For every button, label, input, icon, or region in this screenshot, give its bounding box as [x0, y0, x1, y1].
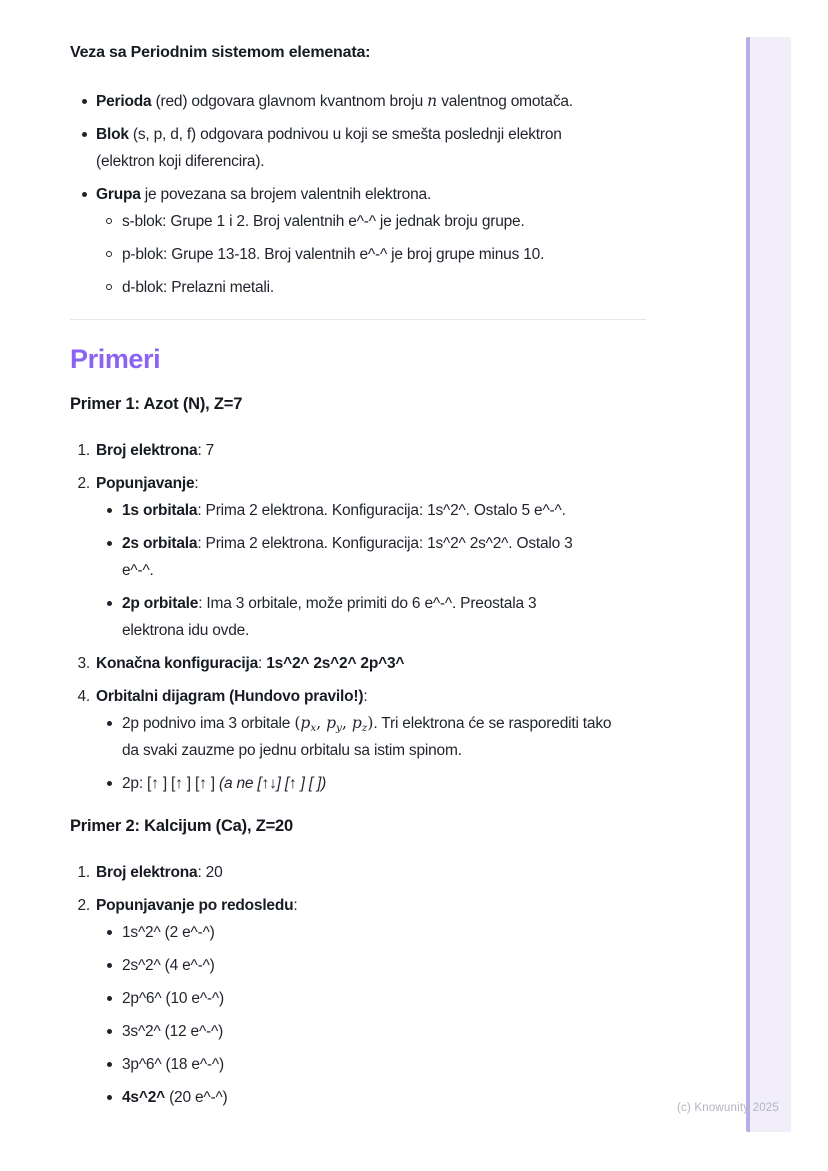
text-run: 4s^2^: [122, 1089, 165, 1106]
sub-list-item: [96, 770, 646, 797]
text-run: (a ne [↑↓] [↑ ] [ ]): [218, 775, 327, 792]
ordered-item: [70, 470, 646, 644]
text-run: 1s orbitala: [122, 502, 198, 519]
sub-list: [96, 208, 646, 301]
text-run: 2s orbitala: [122, 535, 198, 552]
sub-list-item: [96, 1084, 646, 1111]
text-run: $p_z$: [351, 714, 368, 734]
sub-list-item: [96, 1051, 646, 1078]
ordered-item: [70, 892, 646, 1111]
text-run: Primer 1: Azot (N), Z=7: [70, 395, 243, 413]
text-run: (s, p, d, f) odgovara podnivou u koji se smešta poslednji elektron: [128, 126, 562, 143]
sub-list: [96, 919, 646, 1111]
text-run: ,: [341, 714, 352, 732]
text-run: Broj elektrona: [96, 864, 198, 881]
footer-copyright: (c) Knowunity 2025: [676, 1102, 779, 1114]
ordered-item: [70, 683, 646, 797]
example-1-heading: [70, 393, 646, 415]
example-2-heading: [70, 815, 646, 837]
list-item: [70, 88, 646, 115]
text-run: Primer 2: Kalcijum (Ca), Z=20: [70, 817, 293, 835]
text-run: valentnog omotača.: [437, 93, 573, 110]
text-run: Konačna konfiguracija: [96, 655, 259, 672]
sub-list-item: [96, 497, 646, 524]
text-run: 2p: [↑ ] [↑ ] [↑ ]: [122, 775, 219, 792]
ordered-item: [70, 859, 646, 886]
ordered-item: [70, 437, 646, 464]
intro-heading: [70, 42, 646, 63]
list-item: [70, 181, 646, 301]
text-run: Popunjavanje: [96, 475, 195, 492]
sub-list-item: [96, 530, 646, 584]
periodic-links-list: [70, 88, 646, 301]
text-run: (elektron koji diferencira).: [96, 153, 265, 170]
text-run: . Tri elektrona će se rasporediti tako: [373, 715, 612, 732]
text-run: : Ima 3 orbitale, može primiti do 6 e^-^. Preostala 3: [198, 595, 537, 612]
text-run: 2p^6^ (10 e^-^): [122, 990, 224, 1007]
text-run: :: [293, 897, 298, 914]
sub-list-item: [96, 919, 646, 946]
page-edge-strip: [746, 37, 791, 1132]
sub-list-item: [96, 274, 646, 301]
text-run: da svaki zauzme po jednu orbitalu sa istim spinom.: [122, 742, 462, 759]
text-run: elektrona idu ovde.: [122, 622, 250, 639]
text-run: d-blok: Prelazni metali.: [122, 279, 274, 296]
text-run: e^-^.: [122, 562, 154, 579]
text-run: Grupa: [96, 186, 141, 203]
text-run: 1s^2^ 2s^2^ 2p^3^: [266, 655, 405, 672]
sub-list-item: [96, 952, 646, 979]
text-run: :: [363, 688, 368, 705]
ordered-item: [70, 650, 646, 677]
text-run: ,: [316, 714, 327, 732]
text-run: 2p podnivo ima 3 orbitale: [122, 715, 295, 732]
text-run: : 7: [197, 442, 215, 459]
text-run: 2p orbitale: [122, 595, 199, 612]
text-run: Orbitalni dijagram (Hundovo pravilo!): [96, 688, 364, 705]
text-run: 3p^6^ (18 e^-^): [122, 1056, 224, 1073]
text-run: : Prima 2 elektrona. Konfiguracija: 1s^2^. Ostalo 5 e^-^.: [197, 502, 566, 519]
sub-list: [96, 710, 646, 797]
text-run: 1s^2^ (2 e^-^): [122, 924, 215, 941]
text-run: : 20: [197, 864, 223, 881]
example-1-steps: [70, 437, 646, 797]
text-run: $p_x$: [300, 714, 317, 734]
sub-list: [96, 497, 646, 644]
text-run: Primeri: [70, 344, 161, 374]
text-run: s-blok: Grupe 1 i 2. Broj valentnih e^-^ je jednak broju grupe.: [122, 213, 525, 230]
text-run: :: [194, 475, 199, 492]
text-run: je povezana sa brojem valentnih elektrona.: [140, 186, 432, 203]
text-run: :: [258, 655, 267, 672]
text-run: ): [367, 714, 374, 732]
text-run: 2s^2^ (4 e^-^): [122, 957, 215, 974]
text-run: (red) odgovara glavnom kvantnom broju: [151, 93, 428, 110]
text-run: Blok: [96, 126, 129, 143]
text-run: : Prima 2 elektrona. Konfiguracija: 1s^2^ 2s^2^. Ostalo 3: [197, 535, 573, 552]
example-2-steps: [70, 859, 646, 1111]
document-body: [70, 42, 646, 1129]
sub-list-item: [96, 985, 646, 1012]
text-run: (: [294, 714, 301, 732]
text-run: p-blok: Grupe 13-18. Broj valentnih e^-^ je broj grupe minus 10.: [122, 246, 545, 263]
text-run: Perioda: [96, 93, 152, 110]
text-run: Broj elektrona: [96, 442, 198, 459]
list-item: [70, 121, 646, 175]
sub-list-item: [96, 208, 646, 235]
sub-list-item: [96, 241, 646, 268]
text-run: 3s^2^ (12 e^-^): [122, 1023, 224, 1040]
sub-list-item: [96, 590, 646, 644]
sub-list-item: [96, 710, 646, 764]
text-run: Veza sa Periodnim sistemom elemenata:: [70, 44, 371, 61]
sub-list-item: [96, 1018, 646, 1045]
text-run: Popunjavanje po redosledu: [96, 897, 294, 914]
section-heading-primeri: [70, 343, 646, 375]
text-run: $p_y$: [326, 714, 342, 734]
divider: [70, 319, 646, 320]
text-run: (20 e^-^): [164, 1089, 228, 1106]
text-run: n: [427, 92, 438, 110]
